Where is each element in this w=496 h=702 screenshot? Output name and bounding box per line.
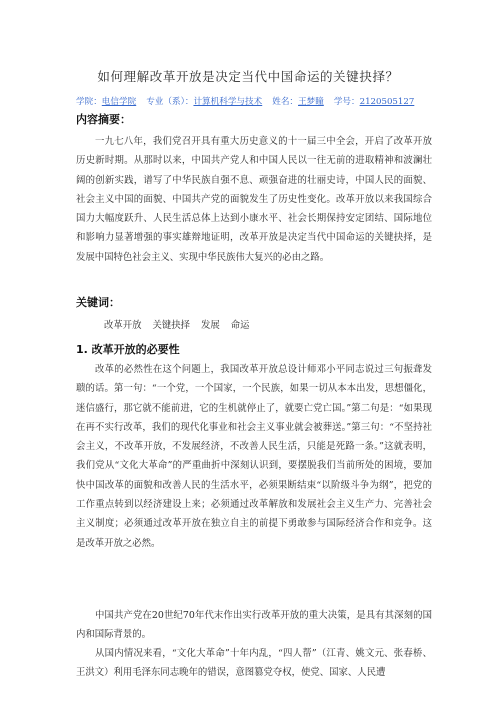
keywords-list: 改革开放 关键抉择 发展 命运	[104, 320, 250, 331]
school-label: 学院：	[76, 97, 102, 107]
name-label: 姓名：	[272, 97, 299, 107]
section-1-heading: 1. 改革开放的必要性	[76, 343, 180, 356]
name-value: 王梦瞳	[298, 97, 324, 107]
school-value: 电信学院	[101, 97, 137, 107]
keywords-heading: 关键词：	[76, 296, 120, 309]
student-id-label: 学号：	[333, 97, 360, 107]
section-1-paragraph-1: 改革的必然性在这个问题上，我国改革开放总设计师邓小平同志说过三句振聋发聩的话。第一句：“一个党，一个国家，一个民族，如果一切从本本出发，思想僵化，迷信盛行，那它就不能前进，它的生机就停止了，就要亡党亡国。”第二句是：“如果现在再不实行改革，我们的现代化事业和社会主义事业就会被葬送。”第三句：“不坚持社会主义，不改革开放，不发展经济，不改善人民生活，只能是死路一条。”这就表明，我们党从“文化大革命”的严重曲折中深刻认识到，要摆脱我们当前所处的困境，要加快中国改革的面貌和改善人民的生活水平，必须果断结束“以阶级斗争为纲”，把党的工作重点转到以经济建设上来；必须通过改革解放和发展社会主义生产力、完善社会主义制度；必须通过改革开放在独立自主的前提下勇敢参与国际经济合作和竞争。这是改革开放之必然。	[76, 364, 432, 549]
major-label: 专业（系）：	[146, 97, 194, 107]
section-1-paragraph-3: 从国内情况来看，“文化大革命”十年内乱，“四人帮”（江青、姚文元、张春桥、王洪文）利用毛泽东同志晚年的错误，意图篡党夺权，使党、国家、人民遭	[76, 648, 432, 679]
student-id-value: 2120505127	[359, 97, 415, 107]
abstract-heading: 内容摘要：	[76, 113, 131, 126]
major-value: 计算机科学与技术	[193, 97, 263, 107]
abstract-paragraph: 一九七八年，我们党召开具有重大历史意义的十一届三中全会，开启了改革开放历史新时期。从那时以来，中国共产党人和中国人民以一往无前的进取精神和波澜壮阔的创新实践，谱写了中华民族自强不息、顽强奋进的壮丽史诗，中国人民的面貌、社会主义中国的面貌、中国共产党的面貌发生了历史性变化。改革开放以来我国综合国力大幅度跃升、人民生活总体上达到小康水平、社会长期保持安定团结、国际地位和影响力显著增强的事实雄辩地证明，改革开放是决定当代中国命运的关键抉择，是发展中国特色社会主义、实现中华民族伟大复兴的必由之路。	[76, 136, 432, 263]
section-1-paragraph-2: 中国共产党在20世纪70年代末作出实行改革开放的重大决策，是具有其深刻的国内和国际背景的。	[76, 610, 432, 641]
document-title: 如何理解改革开放是决定当代中国命运的关键抉择？	[97, 69, 399, 84]
author-info-line	[76, 95, 414, 107]
